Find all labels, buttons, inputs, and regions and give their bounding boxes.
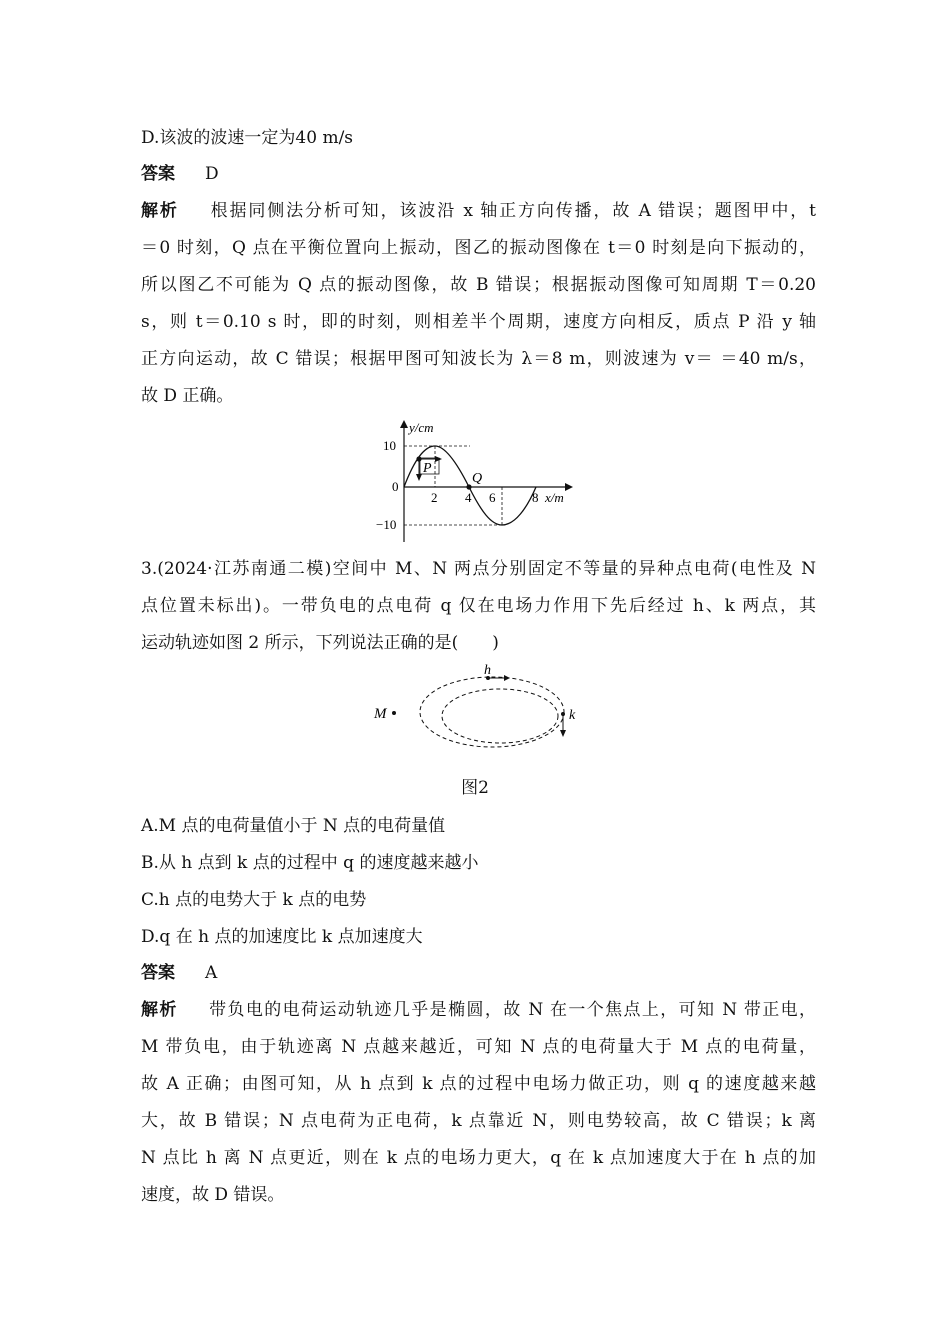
analysis-text: 根据同侧法分析可知，该波沿 x 轴正方向传播，故 A 错误；题图甲中，t — [208, 201, 817, 221]
analysis-line: 大，故 B 错误；N 点电荷为正电荷，k 点靠近 N，则电势较高，故 C 错误；k 离 — [141, 1111, 816, 1131]
answer-label: 答案 — [141, 963, 175, 983]
x-tick-6: 6 — [489, 490, 496, 505]
outer-trajectory — [420, 677, 564, 747]
trajectory-figure — [370, 664, 600, 754]
option-a: A.M 点的电荷量值小于 N 点的电荷量值 — [141, 816, 446, 836]
q3-stem-line: 3.(2024·江苏南通二模)空间中 M、N 两点分别固定不等量的异种点电荷(电性及 N — [141, 559, 816, 579]
analysis-line: 正方向运动，故 C 错误；根据甲图可知波长为 λ＝8 m，则波速为 v＝ ＝40 m/s， — [141, 349, 816, 369]
analysis-line: N 点比 h 离 N 点更近，则在 k 点的电场力更大，q 在 k 点加速度大于在 h 点的加 — [141, 1148, 816, 1168]
analysis-text: 带负电的电荷运动轨迹几乎是椭圆，故 N 在一个焦点上，可知 N 带正电， — [207, 1000, 816, 1020]
analysis-line: M 带负电，由于轨迹离 N 点越来越近，可知 N 点的电荷量大于 M 点的电荷量， — [141, 1037, 816, 1057]
analysis-line: ＝0 时刻，Q 点在平衡位置向上振动，图乙的振动图像在 t＝0 时刻是向下振动的， — [141, 238, 816, 258]
k-velocity-arrow — [560, 730, 566, 737]
label-p: P — [423, 461, 432, 476]
x-tick-4: 4 — [465, 490, 472, 505]
answer-value: A — [205, 963, 218, 983]
analysis-label: 解析 — [141, 201, 179, 221]
x-tick-2: 2 — [431, 490, 438, 505]
inner-trajectory — [442, 689, 558, 743]
x-axis-arrow — [565, 483, 573, 491]
option-b: B.从 h 点到 k 点的过程中 q 的速度越来越小 — [141, 853, 479, 873]
y-tick-0: 0 — [392, 479, 399, 494]
analysis-line: 故 A 正确；由图可知，从 h 点到 k 点的过程中电场力做正功，则 q 的速度越来越 — [141, 1074, 816, 1094]
option-c: C.h 点的电势大于 k 点的电势 — [141, 890, 367, 910]
label-h: h — [484, 664, 491, 678]
analysis-label: 解析 — [141, 1000, 178, 1020]
y-tick-neg10: −10 — [376, 517, 397, 532]
analysis-line: 故 D 正确。 — [141, 386, 234, 406]
point-q-dot — [466, 484, 471, 489]
analysis-line — [141, 999, 816, 1021]
answer-line-q2 — [141, 163, 816, 185]
option-d: D.q 在 h 点的加速度比 k 点加速度大 — [141, 927, 423, 947]
q3-stem-line: 运动轨迹如图 2 所示，下列说法正确的是( ) — [141, 633, 499, 653]
answer-value: D — [205, 164, 219, 184]
p-velocity-arrow — [416, 474, 422, 481]
label-m: M — [374, 706, 387, 722]
x-tick-8: 8 — [532, 490, 539, 505]
label-k: k — [569, 708, 576, 723]
y-axis-label: y/cm — [409, 420, 434, 435]
analysis-line: 所以图乙不可能为 Q 点的振动图像，故 B 错误；根据振动图像可知周期 T＝0.20 — [141, 275, 816, 295]
wave-figure — [365, 418, 585, 548]
analysis-line — [141, 200, 816, 222]
x-axis-label: x/m — [545, 490, 564, 505]
h-velocity-arrow — [504, 675, 510, 681]
y-tick-10: 10 — [383, 438, 396, 453]
answer-label: 答案 — [141, 164, 175, 184]
p-arrow-head — [435, 456, 442, 462]
q3-stem-line: 点位置未标出)。一带负电的点电荷 q 仅在电场力作用下先后经过 h、k 两点，其 — [141, 596, 816, 616]
y-axis-arrow — [400, 420, 408, 428]
figure-caption: 图2 — [461, 778, 489, 798]
analysis-line: s，则 t＝0.10 s 时，即的时刻，则相差半个周期，速度方向相反，质点 P 沿 y 轴 — [141, 312, 816, 332]
point-m-dot — [392, 711, 396, 715]
answer-line-q3 — [141, 962, 816, 984]
analysis-line: 速度，故 D 错误。 — [141, 1185, 285, 1205]
option-d-prev: D.该波的波速一定为40 m/s — [141, 128, 354, 148]
label-q: Q — [472, 471, 483, 486]
